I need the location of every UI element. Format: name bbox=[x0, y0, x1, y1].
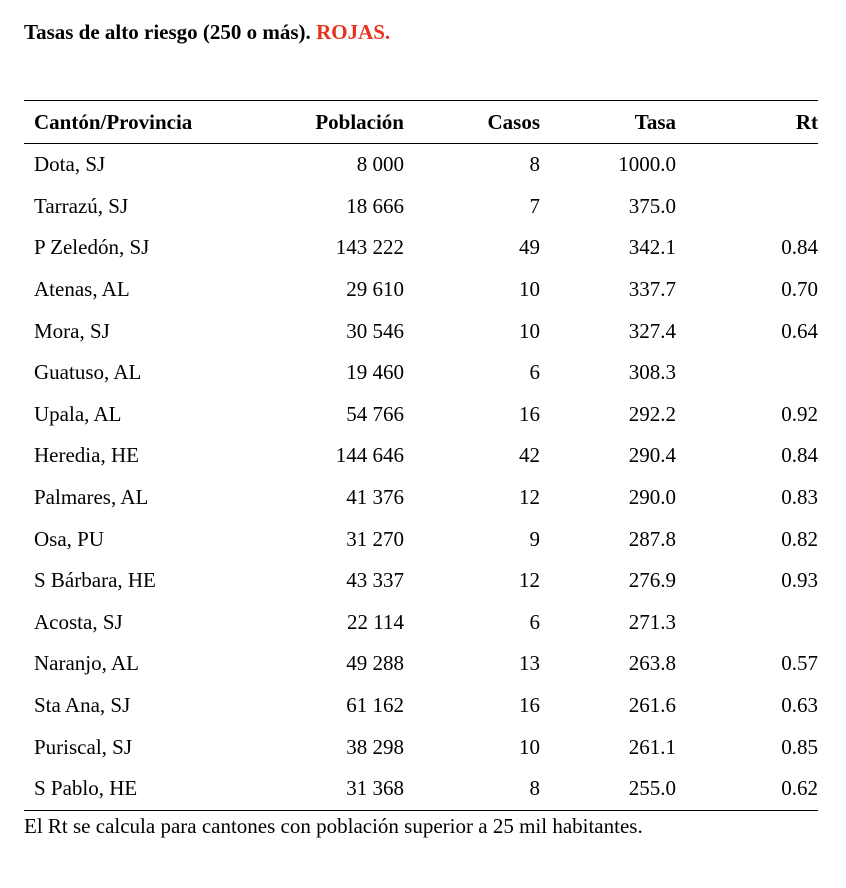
canton-cell: Atenas, AL bbox=[34, 277, 130, 302]
casos-cell: 10 bbox=[519, 734, 540, 759]
risk-rates-table bbox=[24, 100, 818, 811]
poblacion-cell: 143 222 bbox=[335, 235, 404, 260]
rt-cell: 0.64 bbox=[781, 318, 818, 343]
tasa-cell: 337.7 bbox=[628, 277, 676, 302]
table-row bbox=[24, 560, 818, 602]
canton-cell: Sta Ana, SJ bbox=[34, 693, 131, 718]
tasa-cell: 276.9 bbox=[628, 568, 676, 593]
table-row bbox=[24, 477, 818, 519]
poblacion-cell: 41 376 bbox=[346, 485, 404, 510]
poblacion-cell: 61 162 bbox=[346, 693, 404, 718]
canton-cell: Puriscal, SJ bbox=[34, 734, 133, 759]
rt-cell bbox=[676, 186, 818, 228]
canton-cell: Heredia, HE bbox=[34, 443, 139, 468]
canton-cell: Dota, SJ bbox=[34, 152, 106, 177]
title-accent: ROJAS. bbox=[316, 20, 391, 44]
tasa-cell: 327.4 bbox=[628, 318, 676, 343]
table-row bbox=[24, 768, 818, 810]
table-row bbox=[24, 352, 818, 394]
tasa-cell: 271.3 bbox=[628, 609, 676, 634]
poblacion-cell: 38 298 bbox=[346, 734, 404, 759]
poblacion-cell: 19 460 bbox=[346, 360, 404, 385]
title-main: Tasas de alto riesgo (250 o más). bbox=[24, 20, 311, 44]
canton-cell: Osa, PU bbox=[34, 526, 105, 551]
poblacion-cell: 18 666 bbox=[346, 193, 404, 218]
poblacion-cell: 43 337 bbox=[346, 568, 404, 593]
rt-cell bbox=[676, 602, 818, 644]
header-casos: Casos bbox=[487, 109, 540, 134]
tasa-cell: 287.8 bbox=[628, 526, 676, 551]
tasa-cell: 290.4 bbox=[628, 443, 676, 468]
poblacion-cell: 30 546 bbox=[346, 318, 404, 343]
rt-cell: 0.93 bbox=[781, 568, 818, 593]
canton-cell: Tarrazú, SJ bbox=[34, 193, 129, 218]
casos-cell: 9 bbox=[529, 526, 540, 551]
rt-cell bbox=[676, 144, 818, 186]
table-header-row bbox=[24, 101, 818, 144]
poblacion-cell: 49 288 bbox=[346, 651, 404, 676]
poblacion-cell: 8 000 bbox=[356, 152, 404, 177]
rt-cell bbox=[676, 352, 818, 394]
table-row bbox=[24, 269, 818, 311]
header-rt: Rt bbox=[795, 109, 818, 134]
tasa-cell: 342.1 bbox=[628, 235, 676, 260]
casos-cell: 42 bbox=[519, 443, 540, 468]
canton-cell: Naranjo, AL bbox=[34, 651, 139, 676]
table-row bbox=[24, 602, 818, 644]
canton-cell: Mora, SJ bbox=[34, 318, 110, 343]
canton-cell: Palmares, AL bbox=[34, 485, 149, 510]
table-row bbox=[24, 518, 818, 560]
header-canton-provincia: Cantón/Provincia bbox=[34, 109, 193, 134]
canton-cell: P Zeledón, SJ bbox=[34, 235, 150, 260]
rt-cell: 0.70 bbox=[781, 277, 818, 302]
rt-cell: 0.63 bbox=[781, 693, 818, 718]
rt-cell: 0.84 bbox=[781, 443, 818, 468]
casos-cell: 8 bbox=[529, 152, 540, 177]
tasa-cell: 308.3 bbox=[628, 360, 676, 385]
tasa-cell: 375.0 bbox=[628, 193, 676, 218]
casos-cell: 10 bbox=[519, 277, 540, 302]
poblacion-cell: 31 368 bbox=[346, 776, 404, 801]
table-row bbox=[24, 227, 818, 269]
rt-cell: 0.82 bbox=[781, 526, 818, 551]
tasa-cell: 255.0 bbox=[628, 776, 676, 801]
table-row bbox=[24, 685, 818, 727]
table-row bbox=[24, 310, 818, 352]
casos-cell: 6 bbox=[529, 360, 540, 385]
table-row bbox=[24, 435, 818, 477]
table-row bbox=[24, 144, 818, 186]
rt-cell: 0.62 bbox=[781, 776, 818, 801]
casos-cell: 6 bbox=[529, 609, 540, 634]
header-poblacion: Población bbox=[315, 109, 404, 134]
poblacion-cell: 22 114 bbox=[347, 609, 404, 634]
poblacion-cell: 29 610 bbox=[346, 277, 404, 302]
risk-table-container bbox=[24, 100, 818, 811]
canton-cell: Upala, AL bbox=[34, 401, 122, 426]
tasa-cell: 292.2 bbox=[628, 401, 676, 426]
table-row bbox=[24, 186, 818, 228]
poblacion-cell: 144 646 bbox=[335, 443, 404, 468]
canton-cell: Acosta, SJ bbox=[34, 609, 123, 634]
casos-cell: 13 bbox=[519, 651, 540, 676]
casos-cell: 16 bbox=[519, 401, 540, 426]
header-tasa: Tasa bbox=[634, 109, 676, 134]
canton-cell: S Bárbara, HE bbox=[34, 568, 156, 593]
rt-cell: 0.84 bbox=[781, 235, 818, 260]
tasa-cell: 261.1 bbox=[628, 734, 676, 759]
casos-cell: 10 bbox=[519, 318, 540, 343]
table-row bbox=[24, 394, 818, 436]
casos-cell: 16 bbox=[519, 693, 540, 718]
canton-cell: Guatuso, AL bbox=[34, 360, 142, 385]
page-title bbox=[24, 20, 390, 45]
casos-cell: 12 bbox=[519, 485, 540, 510]
tasa-cell: 1000.0 bbox=[618, 152, 676, 177]
table-row bbox=[24, 643, 818, 685]
rt-cell: 0.85 bbox=[781, 734, 818, 759]
tasa-cell: 263.8 bbox=[628, 651, 676, 676]
tasa-cell: 261.6 bbox=[628, 693, 676, 718]
poblacion-cell: 31 270 bbox=[346, 526, 404, 551]
poblacion-cell: 54 766 bbox=[346, 401, 404, 426]
casos-cell: 12 bbox=[519, 568, 540, 593]
rt-cell: 0.92 bbox=[781, 401, 818, 426]
footnote: El Rt se calcula para cantones con población superior a 25 mil habitantes. bbox=[24, 814, 643, 838]
table-row bbox=[24, 726, 818, 768]
canton-cell: S Pablo, HE bbox=[34, 776, 138, 801]
casos-cell: 49 bbox=[519, 235, 540, 260]
rt-cell: 0.57 bbox=[781, 651, 818, 676]
tasa-cell: 290.0 bbox=[628, 485, 676, 510]
rt-cell: 0.83 bbox=[781, 485, 818, 510]
casos-cell: 8 bbox=[529, 776, 540, 801]
casos-cell: 7 bbox=[529, 193, 540, 218]
table-body bbox=[24, 144, 818, 811]
